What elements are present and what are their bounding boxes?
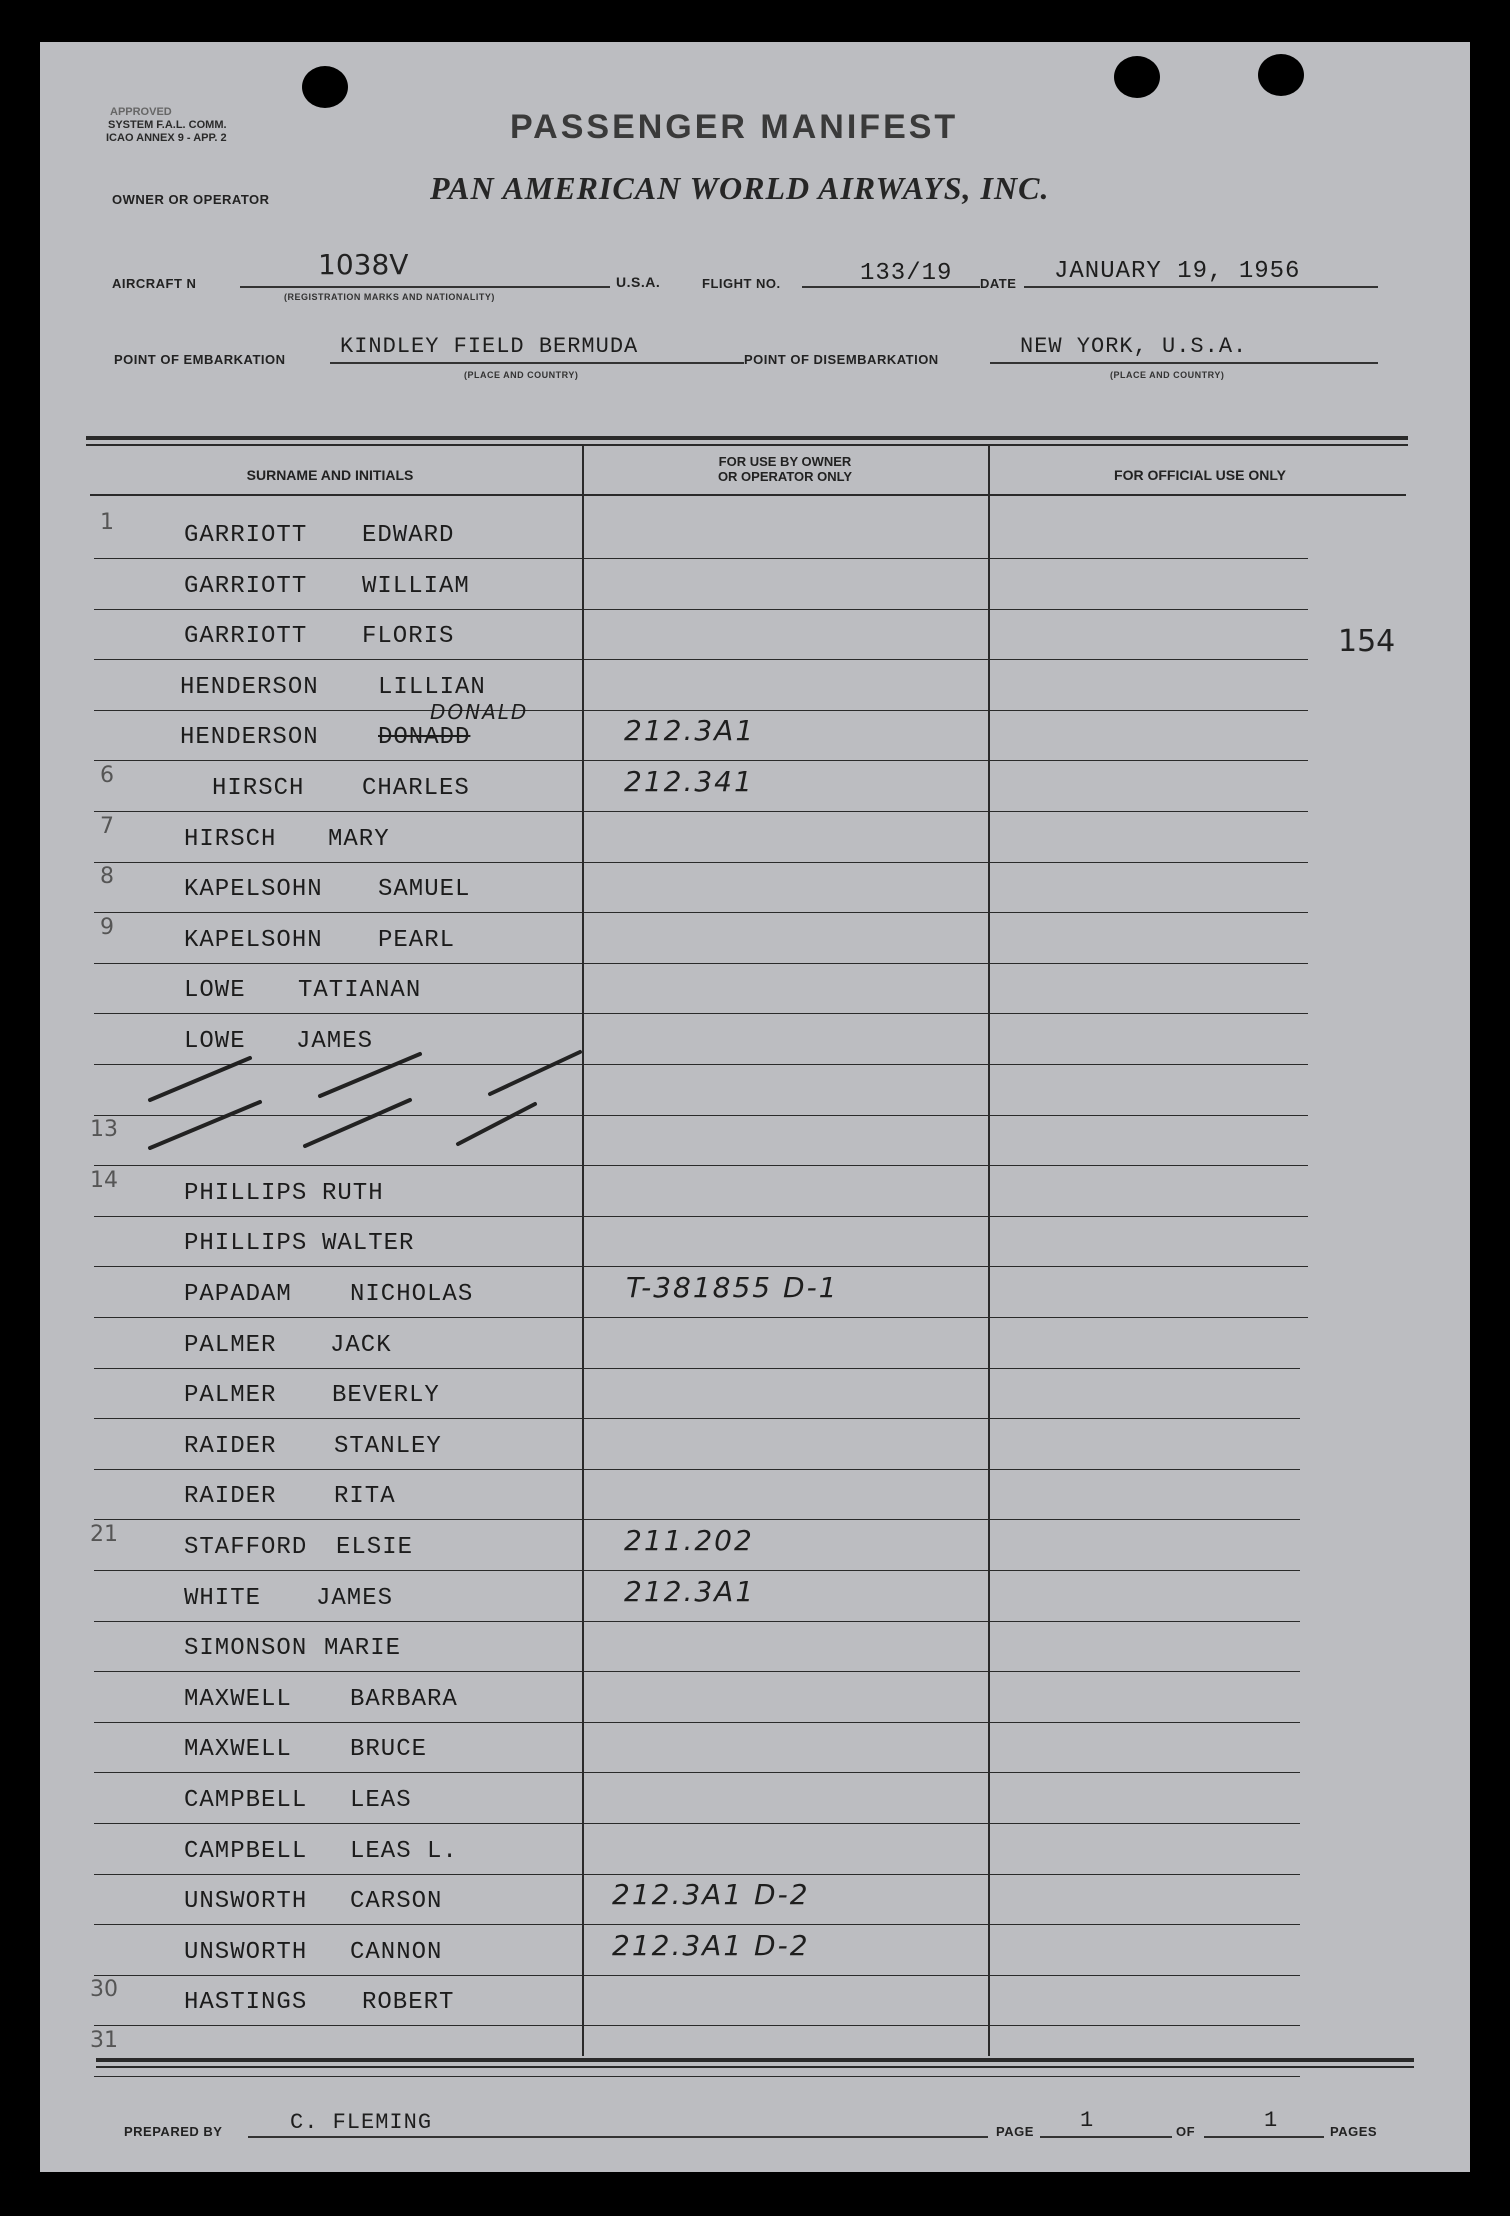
row-rule [94, 862, 1308, 863]
row-number: 31 [90, 2028, 118, 2053]
passenger-surname: WHITE [184, 1585, 262, 1612]
passenger-given-name: NICHOLAS [350, 1281, 474, 1308]
owner-note: 212.3A1 D-2 [612, 1878, 810, 1911]
passenger-given-name: DONADD [378, 724, 471, 751]
handwritten-correction: DONALD [430, 700, 529, 724]
passenger-given-name: ELSIE [336, 1534, 414, 1561]
row-number: 13 [90, 1117, 118, 1142]
passenger-given-name: JAMES [316, 1585, 394, 1612]
passenger-surname: PALMER [184, 1332, 277, 1359]
row-number: 8 [100, 864, 114, 889]
disembark-label: POINT OF DISEMBARKATION [744, 352, 939, 367]
passenger-surname: GARRIOTT [184, 522, 308, 549]
passenger-surname: LOWE [184, 1028, 246, 1055]
passenger-given-name: RUTH [322, 1180, 384, 1207]
passenger-given-name: CHARLES [362, 775, 470, 802]
row-rule [94, 1671, 1300, 1672]
passenger-surname: CAMPBELL [184, 1838, 308, 1865]
passenger-given-name: WALTER [322, 1230, 415, 1257]
passenger-surname: HIRSCH [212, 775, 305, 802]
pages-label: PAGES [1330, 2124, 1378, 2139]
passenger-surname: MAXWELL [184, 1686, 292, 1713]
row-number: 9 [100, 915, 114, 940]
row-rule [94, 1519, 1300, 1520]
page-underline [1040, 2136, 1172, 2138]
passenger-surname: HASTINGS [184, 1989, 308, 2016]
passenger-surname: SIMONSON [184, 1635, 308, 1662]
owner-note: 212.3A1 [624, 1575, 756, 1608]
row-rule [94, 1823, 1300, 1824]
row-rule [94, 1013, 1308, 1014]
prepared-underline [248, 2136, 988, 2138]
owner-note: 212.341 [624, 765, 754, 798]
row-rule [94, 1317, 1308, 1318]
punch-hole [302, 66, 348, 108]
passenger-surname: PAPADAM [184, 1281, 292, 1308]
of-value: 1 [1264, 2108, 1279, 2133]
passenger-surname: RAIDER [184, 1433, 277, 1460]
row-rule [94, 760, 1308, 761]
table-top-rule [86, 436, 1408, 440]
passenger-given-name: STANLEY [334, 1433, 442, 1460]
passenger-surname: KAPELSOHN [184, 927, 323, 954]
row-rule [94, 1621, 1300, 1622]
passenger-given-name: LILLIAN [378, 674, 486, 701]
owner-note: 212.3A1 [624, 714, 756, 747]
punch-hole [1114, 56, 1160, 98]
embark-label: POINT OF EMBARKATION [114, 352, 286, 367]
passenger-surname: HENDERSON [180, 724, 319, 751]
passenger-given-name: EDWARD [362, 522, 455, 549]
passenger-given-name: BEVERLY [332, 1382, 440, 1409]
date-value: JANUARY 19, 1956 [1054, 258, 1301, 285]
of-underline [1204, 2136, 1324, 2138]
passenger-given-name: TATIANAN [298, 977, 422, 1004]
page-value: 1 [1080, 2108, 1095, 2133]
passenger-surname: PHILLIPS [184, 1180, 308, 1207]
passenger-given-name: MARY [328, 826, 390, 853]
row-number: 7 [100, 814, 114, 839]
row-rule [94, 2025, 1300, 2026]
passenger-given-name: RITA [334, 1483, 396, 1510]
passenger-given-name: CARSON [350, 1888, 443, 1915]
airline-name: PAN AMERICAN WORLD AIRWAYS, INC. [430, 170, 1050, 206]
date-label: DATE [980, 276, 1017, 291]
column-header-official: FOR OFFICIAL USE ONLY [1114, 467, 1286, 483]
passenger-surname: GARRIOTT [184, 573, 308, 600]
flight-label: FLIGHT NO. [702, 276, 781, 291]
page-title: PASSENGER MANIFEST [510, 108, 959, 146]
passenger-surname: HENDERSON [180, 674, 319, 701]
strike-scribble [140, 1040, 590, 1150]
disembark-underline [990, 362, 1378, 364]
prepared-value: C. FLEMING [290, 2110, 433, 2135]
passenger-given-name: LEAS L. [350, 1838, 458, 1865]
passenger-surname: RAIDER [184, 1483, 277, 1510]
flight-value: 133/19 [860, 260, 953, 287]
of-label: OF [1176, 2124, 1196, 2139]
date-underline [1024, 286, 1378, 288]
aircraft-value: 1038V [318, 248, 409, 281]
owner-note: 212.3A1 D-2 [612, 1929, 810, 1962]
row-rule [94, 963, 1308, 964]
row-rule [94, 1216, 1308, 1217]
page-label: PAGE [996, 2124, 1034, 2139]
row-number: 21 [90, 1522, 118, 1547]
owner-label: OWNER OR OPERATOR [112, 192, 270, 207]
passenger-surname: LOWE [184, 977, 246, 1004]
passenger-given-name: SAMUEL [378, 876, 471, 903]
passenger-given-name: MARIE [324, 1635, 402, 1662]
passenger-given-name: ROBERT [362, 1989, 455, 2016]
row-rule [94, 1924, 1300, 1925]
aircraft-underline [240, 286, 610, 288]
disembark-value: NEW YORK, U.S.A. [1020, 334, 1248, 359]
passenger-given-name: JACK [330, 1332, 392, 1359]
approval-line: SYSTEM F.A.L. COMM. [108, 119, 227, 131]
row-rule [94, 1165, 1308, 1166]
embark-underline [330, 362, 744, 364]
row-rule [94, 1772, 1300, 1773]
passenger-surname: KAPELSOHN [184, 876, 323, 903]
table-header-rule [90, 494, 1406, 496]
passenger-given-name: FLORIS [362, 623, 455, 650]
owner-note: 211.202 [624, 1524, 754, 1557]
aircraft-label: AIRCRAFT N [112, 276, 197, 291]
embark-sub: (PLACE AND COUNTRY) [464, 370, 579, 380]
passenger-surname: MAXWELL [184, 1736, 292, 1763]
row-rule [94, 609, 1308, 610]
row-number: 1 [100, 510, 114, 535]
row-rule [94, 1874, 1300, 1875]
row-rule [94, 558, 1308, 559]
side-note-number: 154 [1338, 624, 1396, 659]
passenger-surname: CAMPBELL [184, 1787, 308, 1814]
approval-line: APPROVED [110, 106, 172, 118]
usa-label: U.S.A. [616, 274, 661, 290]
row-number: 6 [100, 763, 114, 788]
passenger-surname: HIRSCH [184, 826, 277, 853]
passenger-given-name: CANNON [350, 1939, 443, 1966]
row-rule [94, 811, 1308, 812]
row-rule [94, 912, 1308, 913]
table-top-rule-2 [86, 444, 1408, 446]
column-divider [582, 446, 584, 2056]
owner-note: T-381855 D-1 [626, 1271, 839, 1304]
row-rule [94, 1469, 1300, 1470]
row-rule [94, 1266, 1308, 1267]
column-header-surname: SURNAME AND INITIALS [246, 467, 414, 483]
row-rule [94, 1418, 1300, 1419]
passenger-surname: PHILLIPS [184, 1230, 308, 1257]
disembark-sub: (PLACE AND COUNTRY) [1110, 370, 1225, 380]
passenger-given-name: BARBARA [350, 1686, 458, 1713]
passenger-given-name: LEAS [350, 1787, 412, 1814]
table-bottom-rule-2 [96, 2066, 1414, 2068]
column-header-owner-use: FOR USE BY OWNER OR OPERATOR ONLY [717, 454, 853, 484]
punch-hole [1258, 54, 1304, 96]
row-rule [94, 659, 1308, 660]
prepared-label: PREPARED BY [124, 2124, 223, 2139]
passenger-given-name: WILLIAM [362, 573, 470, 600]
row-rule [94, 1570, 1300, 1571]
row-number: 30 [90, 1977, 118, 2002]
passenger-surname: UNSWORTH [184, 1939, 308, 1966]
passenger-surname: GARRIOTT [184, 623, 308, 650]
row-number: 14 [90, 1168, 118, 1193]
row-rule [94, 710, 1308, 711]
passenger-surname: UNSWORTH [184, 1888, 308, 1915]
row-rule [94, 1722, 1300, 1723]
row-rule [94, 1975, 1300, 1976]
table-bottom-rule [96, 2058, 1414, 2062]
approval-line: ICAO ANNEX 9 - APP. 2 [106, 132, 227, 144]
column-divider [988, 446, 990, 2056]
row-rule [94, 1368, 1300, 1369]
aircraft-sub: (REGISTRATION MARKS AND NATIONALITY) [284, 292, 495, 302]
passenger-given-name: PEARL [378, 927, 456, 954]
passenger-given-name: JAMES [296, 1028, 374, 1055]
passenger-surname: STAFFORD [184, 1534, 308, 1561]
row-rule [94, 2076, 1300, 2077]
embark-value: KINDLEY FIELD BERMUDA [340, 334, 639, 359]
passenger-surname: PALMER [184, 1382, 277, 1409]
passenger-given-name: BRUCE [350, 1736, 428, 1763]
